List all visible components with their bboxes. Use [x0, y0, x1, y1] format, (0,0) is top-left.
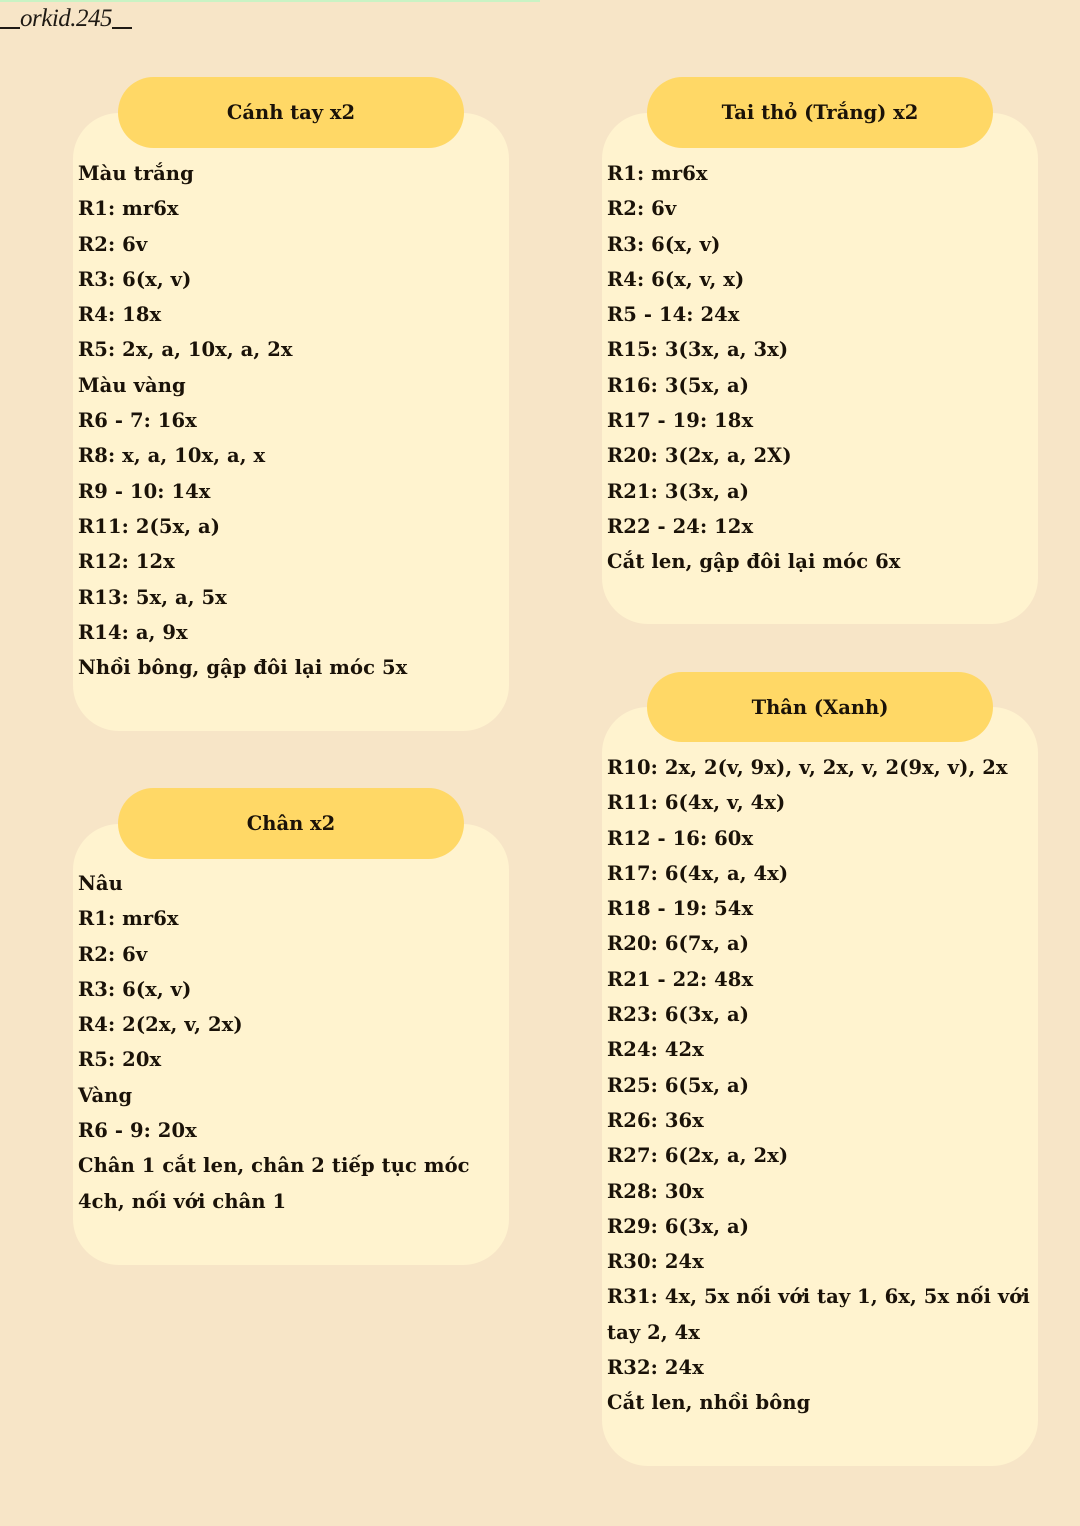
- instruction-line: R1: mr6x: [607, 162, 708, 185]
- instruction-line: R32: 24x: [607, 1356, 704, 1380]
- instruction-line: Nâu: [78, 872, 123, 895]
- watermark: [0, 2, 132, 36]
- section-title-text: Cánh tay x2: [226, 101, 356, 124]
- instruction-line: R5 - 14: 24x: [607, 303, 740, 327]
- instruction-line: R27: 6(2x, a, 2x): [607, 1144, 789, 1168]
- section-title-text: Chân x2: [246, 812, 336, 835]
- instruction-line: R10: 2x, 2(v, 9x), v, 2x, v, 2(9x, v), 2x: [607, 756, 1008, 779]
- section-title-tai-tho: [647, 77, 993, 148]
- instruction-line: R4: 6(x, v, x): [607, 267, 745, 291]
- instruction-list-chan: [78, 866, 470, 1219]
- instruction-line: R14: a, 9x: [78, 620, 188, 644]
- instruction-line: R31: 4x, 5x nối với tay 1, 6x, 5x nối với: [607, 1285, 1030, 1309]
- instruction-list-canh-tay: [78, 156, 407, 685]
- instruction-line: R21 - 22: 48x: [607, 967, 754, 991]
- instruction-line: R5: 20x: [78, 1048, 162, 1072]
- instruction-line: R29: 6(3x, a): [607, 1214, 750, 1238]
- instruction-line: R1: mr6x: [78, 197, 179, 221]
- instruction-line: R13: 5x, a, 5x: [78, 585, 227, 609]
- instruction-line: R20: 6(7x, a): [607, 932, 750, 956]
- section-title-than: [647, 672, 993, 742]
- instruction-line: Chân 1 cắt len, chân 2 tiếp tục móc: [78, 1154, 470, 1178]
- instruction-line: R6 - 7: 16x: [78, 409, 197, 433]
- instruction-list-than: [607, 750, 1030, 1421]
- section-title-chan: [118, 788, 464, 859]
- instruction-line: tay 2, 4x: [607, 1320, 701, 1344]
- instruction-line: R12 - 16: 60x: [607, 826, 754, 850]
- section-title-text: Thân (Xanh): [751, 695, 889, 719]
- instruction-line: 4ch, nối với chân 1: [78, 1189, 287, 1213]
- instruction-line: R2: 6v: [607, 197, 677, 221]
- instruction-line: R18 - 19: 54x: [607, 897, 754, 921]
- instruction-line: R20: 3(2x, a, 2X): [607, 444, 792, 468]
- instruction-line: R9 - 10: 14x: [78, 479, 211, 503]
- instruction-line: R2: 6v: [78, 232, 148, 256]
- instruction-line: R6 - 9: 20x: [78, 1119, 197, 1143]
- instruction-line: R8: x, a, 10x, a, x: [78, 444, 266, 468]
- watermark-dash-right: [112, 27, 132, 29]
- instruction-line: R15: 3(3x, a, 3x): [607, 338, 789, 362]
- instruction-list-tai-tho: [607, 156, 901, 580]
- section-title-text: Tai thỏ (Trắng) x2: [721, 101, 919, 124]
- watermark-text: orkid.245: [20, 5, 113, 32]
- instruction-line: R28: 30x: [607, 1179, 704, 1203]
- instruction-line: Cắt len, nhồi bông: [607, 1391, 811, 1415]
- instruction-line: R26: 36x: [607, 1108, 704, 1132]
- section-title-canh-tay: [118, 77, 464, 148]
- instruction-line: R17: 6(4x, a, 4x): [607, 861, 789, 885]
- instruction-line: R3: 6(x, v): [607, 232, 721, 256]
- instruction-line: R11: 6(4x, v, 4x): [607, 791, 786, 815]
- instruction-line: R4: 18x: [78, 303, 162, 327]
- instruction-line: R22 - 24: 12x: [607, 514, 754, 538]
- watermark-dash-left: [0, 27, 20, 29]
- instruction-line: R11: 2(5x, a): [78, 514, 221, 538]
- instruction-line: R12: 12x: [78, 550, 175, 574]
- instruction-line: Màu trắng: [78, 162, 194, 185]
- instruction-line: Nhồi bông, gập đôi lại móc 5x: [78, 656, 408, 680]
- instruction-line: R17 - 19: 18x: [607, 409, 754, 433]
- instruction-line: R25: 6(5x, a): [607, 1073, 750, 1097]
- instruction-line: R30: 24x: [607, 1250, 704, 1274]
- instruction-line: Vàng: [78, 1083, 133, 1107]
- instruction-line: R24: 42x: [607, 1038, 704, 1062]
- instruction-line: R21: 3(3x, a): [607, 479, 750, 503]
- instruction-line: R23: 6(3x, a): [607, 1003, 750, 1027]
- instruction-line: Màu vàng: [78, 373, 186, 397]
- instruction-line: R16: 3(5x, a): [607, 373, 750, 397]
- instruction-line: R3: 6(x, v): [78, 267, 192, 291]
- instruction-line: R4: 2(2x, v, 2x): [78, 1013, 243, 1037]
- instruction-line: Cắt len, gập đôi lại móc 6x: [607, 550, 901, 574]
- instruction-line: R1: mr6x: [78, 907, 179, 931]
- instruction-line: R3: 6(x, v): [78, 977, 192, 1001]
- instruction-line: R2: 6v: [78, 942, 148, 966]
- instruction-line: R5: 2x, a, 10x, a, 2x: [78, 338, 293, 362]
